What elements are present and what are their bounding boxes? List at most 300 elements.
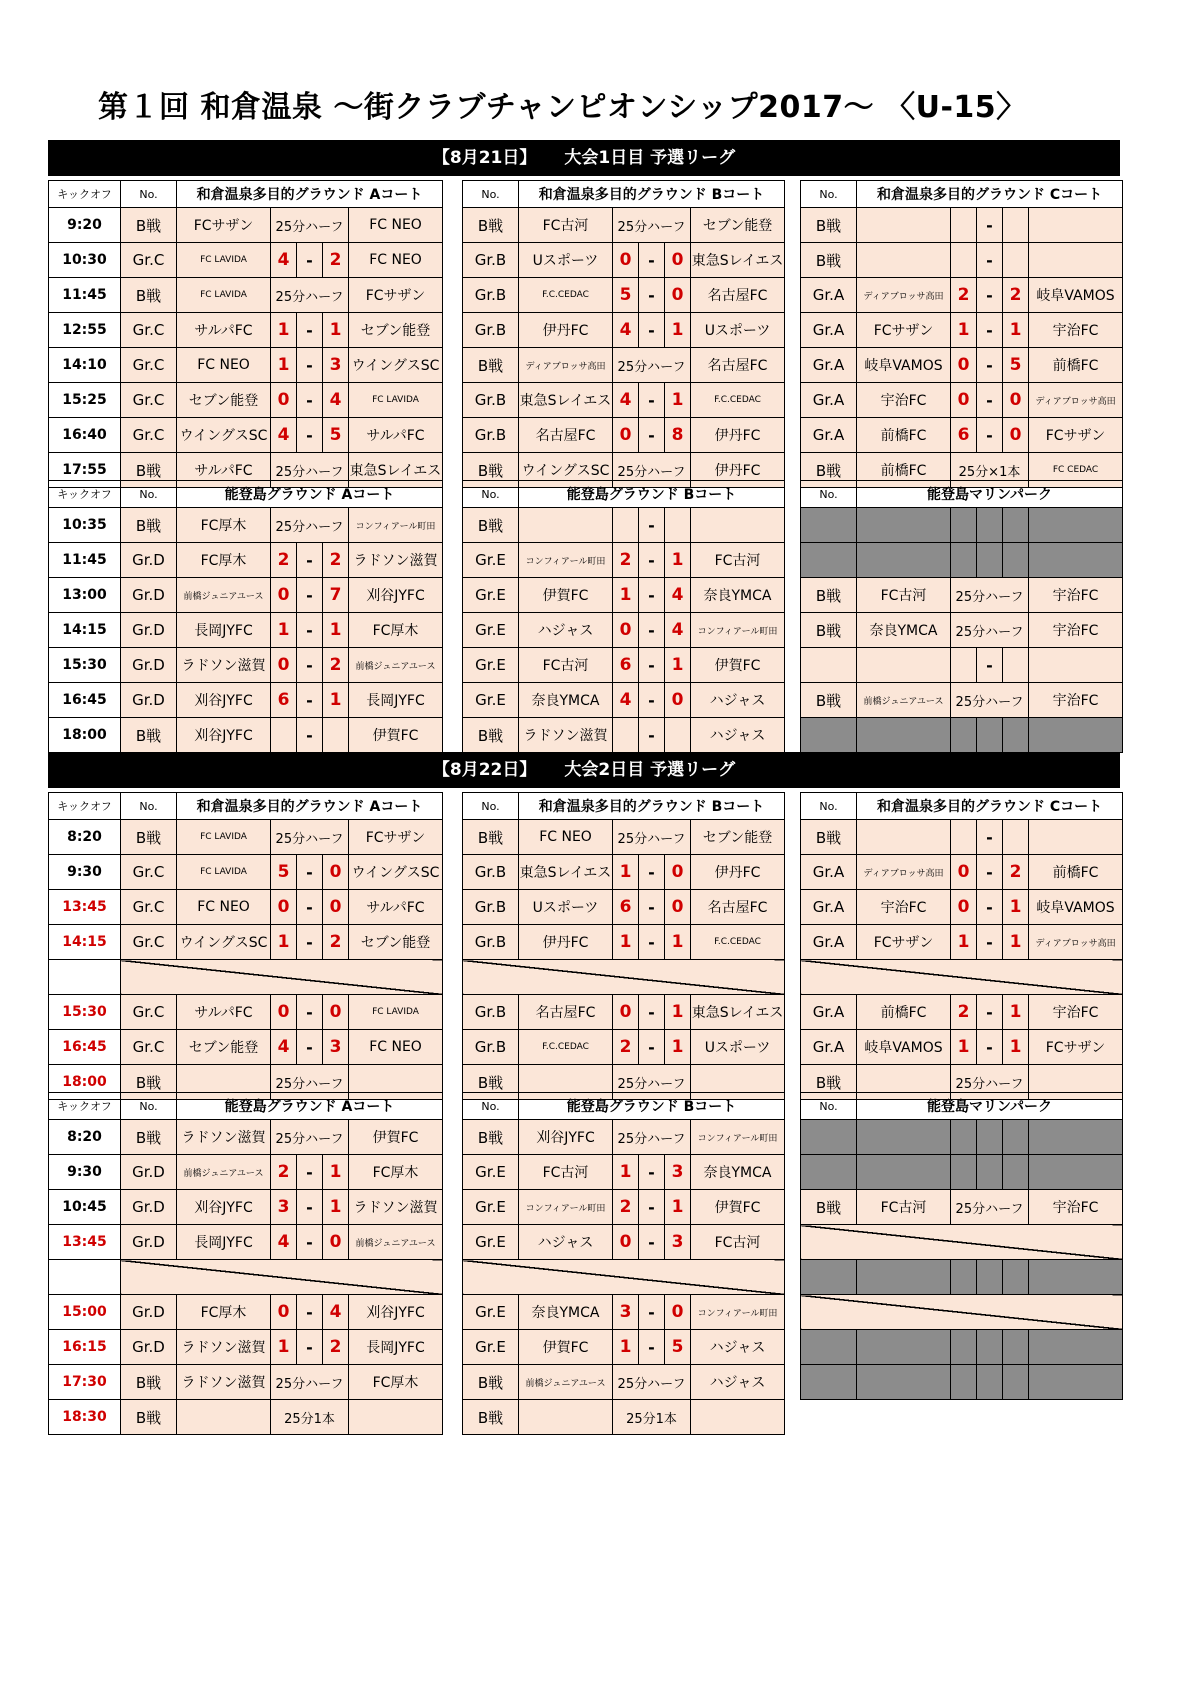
home-score: 1 [951,1030,977,1065]
break-slot [121,960,443,995]
away-score [665,508,691,543]
match-format: 25分ハーフ [271,278,349,313]
match-row [463,820,785,855]
score-separator: - [977,820,1003,855]
home-team: FCサザン [177,208,271,243]
match-no: Gr.A [801,278,857,313]
schedule-table [800,792,1123,1100]
home-team: 刈谷JYFC [177,718,271,753]
home-team: 伊賀FC [519,578,613,613]
score-separator: - [639,925,665,960]
score-separator: - [297,718,323,753]
away-score: 0 [665,1295,691,1330]
home-score: 0 [951,890,977,925]
home-team: コンフィアール町田 [519,543,613,578]
match-no: Gr.E [463,1155,519,1190]
match-row [49,243,443,278]
away-score: 7 [323,578,349,613]
unused-slot [951,1155,977,1190]
home-team: ディアブロッサ高田 [857,278,951,313]
away-team: FC古河 [691,1225,785,1260]
match-row [463,1120,785,1155]
home-score: 3 [271,1190,297,1225]
away-team [349,1400,443,1435]
unused-slot [951,1260,977,1295]
score-separator: - [639,1190,665,1225]
unused-slot [977,508,1003,543]
match-row [49,383,443,418]
score-separator: - [639,1295,665,1330]
away-score: 2 [323,1330,349,1365]
score-separator: - [297,1155,323,1190]
unused-slot [1003,1260,1029,1295]
kickoff-time: 10:30 [49,243,121,278]
home-score: 0 [271,995,297,1030]
away-team: コンフィアール町田 [691,1295,785,1330]
away-team: FCサザン [349,820,443,855]
match-row [49,995,443,1030]
match-no: B戦 [463,820,519,855]
kickoff-time: 15:25 [49,383,121,418]
away-team: FC LAVIDA [349,995,443,1030]
kickoff-time: 10:45 [49,1190,121,1225]
match-no: Gr.C [121,313,177,348]
match-no: Gr.B [463,243,519,278]
match-no: Gr.D [121,1330,177,1365]
home-score: 4 [271,243,297,278]
match-row [49,1120,443,1155]
home-score: 2 [271,543,297,578]
score-separator: - [977,348,1003,383]
away-team: 伊丹FC [691,855,785,890]
home-score: 4 [271,1030,297,1065]
match-no: Gr.E [463,1295,519,1330]
no-header: No. [121,481,177,508]
unused-slot [1029,543,1123,578]
venue-header: 能登島グラウンド Aコート [177,1093,443,1120]
match-no: B戦 [463,508,519,543]
kickoff-time: 16:45 [49,1030,121,1065]
home-team: ウイングスSC [177,925,271,960]
away-team: ハジャス [691,1365,785,1400]
match-no: B戦 [463,1400,519,1435]
match-row [801,418,1123,453]
home-team: 伊丹FC [519,925,613,960]
home-team: FC LAVIDA [177,820,271,855]
home-team: サルパFC [177,995,271,1030]
match-no: B戦 [463,453,519,488]
unused-slot [801,1260,857,1295]
home-team: 伊賀FC [519,1330,613,1365]
match-row [49,1400,443,1435]
home-team: FC古河 [519,1155,613,1190]
match-no: B戦 [121,1065,177,1100]
match-no: Gr.B [463,418,519,453]
schedule-table [48,792,443,1100]
away-score: 0 [323,995,349,1030]
match-no: Gr.C [121,995,177,1030]
table-header-row [463,481,785,508]
match-no: B戦 [463,1120,519,1155]
away-score: 0 [665,278,691,313]
home-team: FC LAVIDA [177,278,271,313]
home-team: セブン能登 [177,383,271,418]
home-team: 奈良YMCA [519,683,613,718]
kickoff-time: 11:45 [49,543,121,578]
match-no: Gr.E [463,613,519,648]
home-team: 岐阜VAMOS [857,348,951,383]
home-team: 前橋FC [857,995,951,1030]
away-team: コンフィアール町田 [349,508,443,543]
match-row [801,890,1123,925]
match-row [463,648,785,683]
home-score: 0 [271,648,297,683]
venue-header: 和倉温泉多目的グラウンド Cコート [857,181,1123,208]
kickoff-time [49,960,121,995]
match-format: 25分ハーフ [951,683,1029,718]
match-no: Gr.A [801,348,857,383]
away-score: 1 [323,313,349,348]
match-row [801,278,1123,313]
home-score: 5 [613,278,639,313]
away-score: 1 [665,995,691,1030]
away-team: 岐阜VAMOS [1029,278,1123,313]
match-row [49,278,443,313]
away-team: 名古屋FC [691,890,785,925]
home-team: FC NEO [177,348,271,383]
score-separator: - [297,925,323,960]
away-team [1029,648,1123,683]
unused-slot [1029,1155,1123,1190]
match-row [801,1295,1123,1330]
home-team: 前橋ジュニアユース [177,1155,271,1190]
home-score: 1 [271,348,297,383]
away-score: 1 [665,1030,691,1065]
unused-slot [1003,718,1029,753]
match-row [49,1190,443,1225]
score-separator: - [639,995,665,1030]
match-no: Gr.E [463,1190,519,1225]
day-header [48,140,1120,176]
kickoff-time: 11:45 [49,278,121,313]
kickoff-time: 8:20 [49,820,121,855]
home-score [613,718,639,753]
away-team: F.C.CEDAC [691,383,785,418]
away-team: サルパFC [349,418,443,453]
match-row [801,1120,1123,1155]
match-format: 25分ハーフ [613,1365,691,1400]
match-no: Gr.C [121,348,177,383]
match-row [49,508,443,543]
score-separator: - [639,243,665,278]
venue-header: 能登島マリンパーク [857,481,1123,508]
unused-slot [1003,543,1029,578]
away-score: 1 [323,1155,349,1190]
unused-slot [1029,1260,1123,1295]
break-slot [121,1260,443,1295]
away-team: 前橋ジュニアユース [349,648,443,683]
away-score: 2 [1003,855,1029,890]
away-score [1003,648,1029,683]
no-header: No. [801,481,857,508]
match-no: Gr.B [463,383,519,418]
schedule-table [462,480,785,753]
home-score: 0 [613,1225,639,1260]
match-row [801,995,1123,1030]
home-score: 1 [271,1330,297,1365]
match-row [463,995,785,1030]
match-row [463,208,785,243]
score-separator: - [639,383,665,418]
match-row [463,1365,785,1400]
venue-header: 和倉温泉多目的グラウンド Cコート [857,793,1123,820]
match-format: 25分ハーフ [271,1365,349,1400]
match-row [463,1260,785,1295]
unused-slot [857,1155,951,1190]
match-no: B戦 [801,683,857,718]
away-score: 0 [323,890,349,925]
match-no: B戦 [801,1065,857,1100]
away-team: 伊賀FC [691,648,785,683]
score-separator: - [977,648,1003,683]
match-row [801,383,1123,418]
away-team: 東急Sレイエス [349,453,443,488]
away-team: 伊丹FC [691,418,785,453]
unused-slot [801,1120,857,1155]
unused-slot [1029,1365,1123,1400]
home-score: 4 [271,418,297,453]
schedule-table [800,480,1123,753]
score-separator: - [297,383,323,418]
home-team: ディアブロッサ高田 [857,855,951,890]
match-format: 25分ハーフ [271,1065,349,1100]
away-team: Uスポーツ [691,1030,785,1065]
kickoff-time: 13:00 [49,578,121,613]
match-row [463,348,785,383]
match-no: Gr.B [463,995,519,1030]
unused-slot [857,1120,951,1155]
match-no: Gr.B [463,925,519,960]
away-team: FC古河 [691,543,785,578]
unused-slot [977,1155,1003,1190]
away-team: 宇治FC [1029,995,1123,1030]
match-no: B戦 [463,348,519,383]
match-row [463,1330,785,1365]
match-format: 25分ハーフ [613,1065,691,1100]
match-row [801,1155,1123,1190]
away-score [323,718,349,753]
score-separator: - [297,683,323,718]
match-row [49,1225,443,1260]
score-separator: - [639,613,665,648]
away-team: 宇治FC [1029,1190,1123,1225]
match-row [463,1400,785,1435]
away-team: FCサザン [1029,418,1123,453]
home-score: 2 [951,995,977,1030]
match-no: Gr.A [801,995,857,1030]
match-no: Gr.A [801,1030,857,1065]
home-score: 6 [951,418,977,453]
home-score: 1 [951,925,977,960]
away-team: 名古屋FC [691,278,785,313]
home-team: FC LAVIDA [177,243,271,278]
match-row [463,855,785,890]
away-score: 1 [665,648,691,683]
match-row [801,613,1123,648]
home-score: 1 [613,578,639,613]
home-team: 前橋ジュニアユース [519,1365,613,1400]
home-team: 長岡JYFC [177,613,271,648]
match-no: Gr.A [801,313,857,348]
away-score: 1 [665,1190,691,1225]
kickoff-time: 13:45 [49,890,121,925]
score-separator: - [297,348,323,383]
home-score: 2 [613,543,639,578]
away-score: 1 [665,925,691,960]
match-no: Gr.E [463,1225,519,1260]
match-row [801,313,1123,348]
match-format: 25分1本 [271,1400,349,1435]
match-row [801,1260,1123,1295]
home-team [857,208,951,243]
away-team: 宇治FC [1029,313,1123,348]
away-team: 東急Sレイエス [691,243,785,278]
unused-slot [801,543,857,578]
score-separator: - [297,855,323,890]
away-team: セブン能登 [691,208,785,243]
match-no: Gr.D [121,543,177,578]
match-no: B戦 [801,243,857,278]
away-team: FC NEO [349,243,443,278]
away-team: 東急Sレイエス [691,995,785,1030]
score-separator: - [639,890,665,925]
table-header-row [463,181,785,208]
unused-slot [857,1365,951,1400]
match-row [463,578,785,613]
match-no: Gr.E [463,578,519,613]
unused-slot [1003,1330,1029,1365]
home-team [857,820,951,855]
score-separator: - [977,208,1003,243]
home-score: 5 [271,855,297,890]
venue-header: 能登島グラウンド Bコート [519,481,785,508]
away-score: 1 [323,613,349,648]
match-row [463,383,785,418]
table-header-row [49,481,443,508]
table-header-row [49,793,443,820]
away-score: 0 [1003,383,1029,418]
away-team: 宇治FC [1029,683,1123,718]
away-team: FCサザン [349,278,443,313]
away-team: 宇治FC [1029,578,1123,613]
kickoff-time: 16:45 [49,683,121,718]
away-team [691,1400,785,1435]
match-no: Gr.D [121,683,177,718]
schedule-table [462,1092,785,1435]
match-row [463,418,785,453]
home-score: 2 [951,278,977,313]
kickoff-time [49,1260,121,1295]
unused-slot [801,1155,857,1190]
home-team: ハジャス [519,613,613,648]
unused-slot [977,1330,1003,1365]
home-team [519,1400,613,1435]
unused-slot [1003,1365,1029,1400]
no-header: No. [801,181,857,208]
kickoff-time: 9:30 [49,1155,121,1190]
match-no: B戦 [463,1065,519,1100]
home-team: ラドソン滋賀 [519,718,613,753]
venue-header: 和倉温泉多目的グラウンド Aコート [177,181,443,208]
match-no: Gr.D [121,613,177,648]
unused-slot [857,718,951,753]
break-slot [801,1295,1123,1330]
match-row [463,718,785,753]
match-no: Gr.D [121,1190,177,1225]
match-no: B戦 [121,718,177,753]
unused-slot [977,718,1003,753]
match-row [801,1030,1123,1065]
page-title: 第１回 和倉温泉 ～街クラブチャンピオンシップ2017～ 〈U-15〉 [98,90,1027,125]
home-team: 奈良YMCA [519,1295,613,1330]
home-score: 6 [613,648,639,683]
match-row [801,960,1123,995]
match-no: Gr.D [121,578,177,613]
home-team: Uスポーツ [519,890,613,925]
away-team: 伊賀FC [349,718,443,753]
match-no: B戦 [121,508,177,543]
no-header: No. [801,793,857,820]
away-score: 4 [665,613,691,648]
match-no: Gr.E [463,1330,519,1365]
home-team: FC古河 [857,1190,951,1225]
match-format: 25分ハーフ [613,1120,691,1155]
home-team: Uスポーツ [519,243,613,278]
score-separator: - [297,1190,323,1225]
away-score: 5 [323,418,349,453]
unused-slot [1003,1120,1029,1155]
match-row [49,855,443,890]
table-header-row [801,181,1123,208]
home-team: 宇治FC [857,890,951,925]
away-team: 奈良YMCA [691,578,785,613]
away-team: ディアブロッサ高田 [1029,925,1123,960]
score-separator: - [639,1155,665,1190]
kickoff-time: 10:35 [49,508,121,543]
away-score: 3 [665,1225,691,1260]
away-team: 前橋ジュニアユース [349,1225,443,1260]
match-row [463,890,785,925]
match-no: Gr.B [463,890,519,925]
home-team: FC LAVIDA [177,855,271,890]
unused-slot [857,1330,951,1365]
home-score: 1 [613,1330,639,1365]
home-team: 伊丹FC [519,313,613,348]
away-team [1029,243,1123,278]
away-score [1003,208,1029,243]
venue-header: 和倉温泉多目的グラウンド Aコート [177,793,443,820]
away-team: F.C.CEDAC [691,925,785,960]
home-score [951,648,977,683]
match-row [801,1190,1123,1225]
away-team: FC厚木 [349,1365,443,1400]
home-team: FC厚木 [177,508,271,543]
home-score: 3 [613,1295,639,1330]
match-no: Gr.A [801,418,857,453]
unused-slot [951,1120,977,1155]
table-header-row [49,181,443,208]
kickoff-time: 15:30 [49,648,121,683]
